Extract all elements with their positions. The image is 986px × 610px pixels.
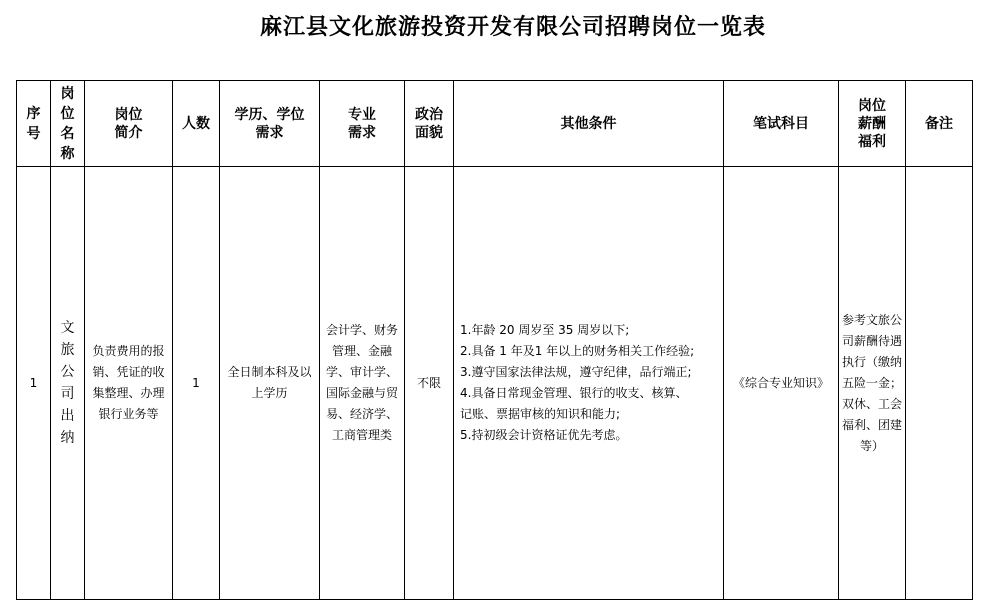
cell-count: 1 bbox=[173, 167, 220, 600]
header-education: 学历、学位需求 bbox=[220, 81, 320, 167]
table-row bbox=[17, 167, 973, 600]
cell-post-intro: 负责费用的报销、凭证的收集整理、办理银行业务等 bbox=[85, 167, 173, 600]
cell-exam: 《综合专业知识》 bbox=[724, 167, 839, 600]
cell-salary: 参考文旅公司薪酬待遇执行（缴纳五险一金；双休、工会福利、团建等） bbox=[839, 167, 906, 600]
header-post-intro: 岗位简介 bbox=[85, 81, 173, 167]
condition-line: 5.持初级会计资格证优先考虑。 bbox=[460, 428, 628, 442]
cell-education: 全日制本科及以上学历 bbox=[220, 167, 320, 600]
header-political: 政治面貌 bbox=[405, 81, 454, 167]
condition-line: 3.遵守国家法律法规，遵守纪律，品行端正; bbox=[460, 365, 692, 379]
recruitment-table bbox=[16, 80, 973, 600]
header-count: 人数 bbox=[173, 81, 220, 167]
condition-line: 1.年龄 20 周岁至 35 周岁以下; bbox=[460, 323, 630, 337]
header-row bbox=[17, 81, 973, 167]
cell-other-conditions bbox=[454, 167, 724, 600]
header-major: 专业需求 bbox=[320, 81, 405, 167]
cell-political: 不限 bbox=[405, 167, 454, 600]
cell-major: 会计学、财务管理、金融学、审计学、国际金融与贸易、经济学、工商管理类 bbox=[320, 167, 405, 600]
header-salary: 岗位薪酬福利 bbox=[839, 81, 906, 167]
condition-line: 记账、票据审核的知识和能力; bbox=[460, 407, 621, 421]
cell-note bbox=[906, 167, 973, 600]
condition-line: 4.具备日常现金管理、银行的收支、核算、 bbox=[460, 386, 688, 400]
cell-seq: 1 bbox=[17, 167, 51, 600]
header-exam: 笔试科目 bbox=[724, 81, 839, 167]
header-seq: 序号 bbox=[17, 81, 51, 167]
condition-line: 2.具备 1 年及1 年以上的财务相关工作经验; bbox=[460, 344, 695, 358]
cell-post-name: 文旅公司出纳 bbox=[51, 167, 85, 600]
header-other: 其他条件 bbox=[454, 81, 724, 167]
header-post-name: 岗位名称 bbox=[51, 81, 85, 167]
page-title: 麻江县文化旅游投资开发有限公司招聘岗位一览表 bbox=[259, 14, 766, 40]
header-note: 备注 bbox=[906, 81, 973, 167]
